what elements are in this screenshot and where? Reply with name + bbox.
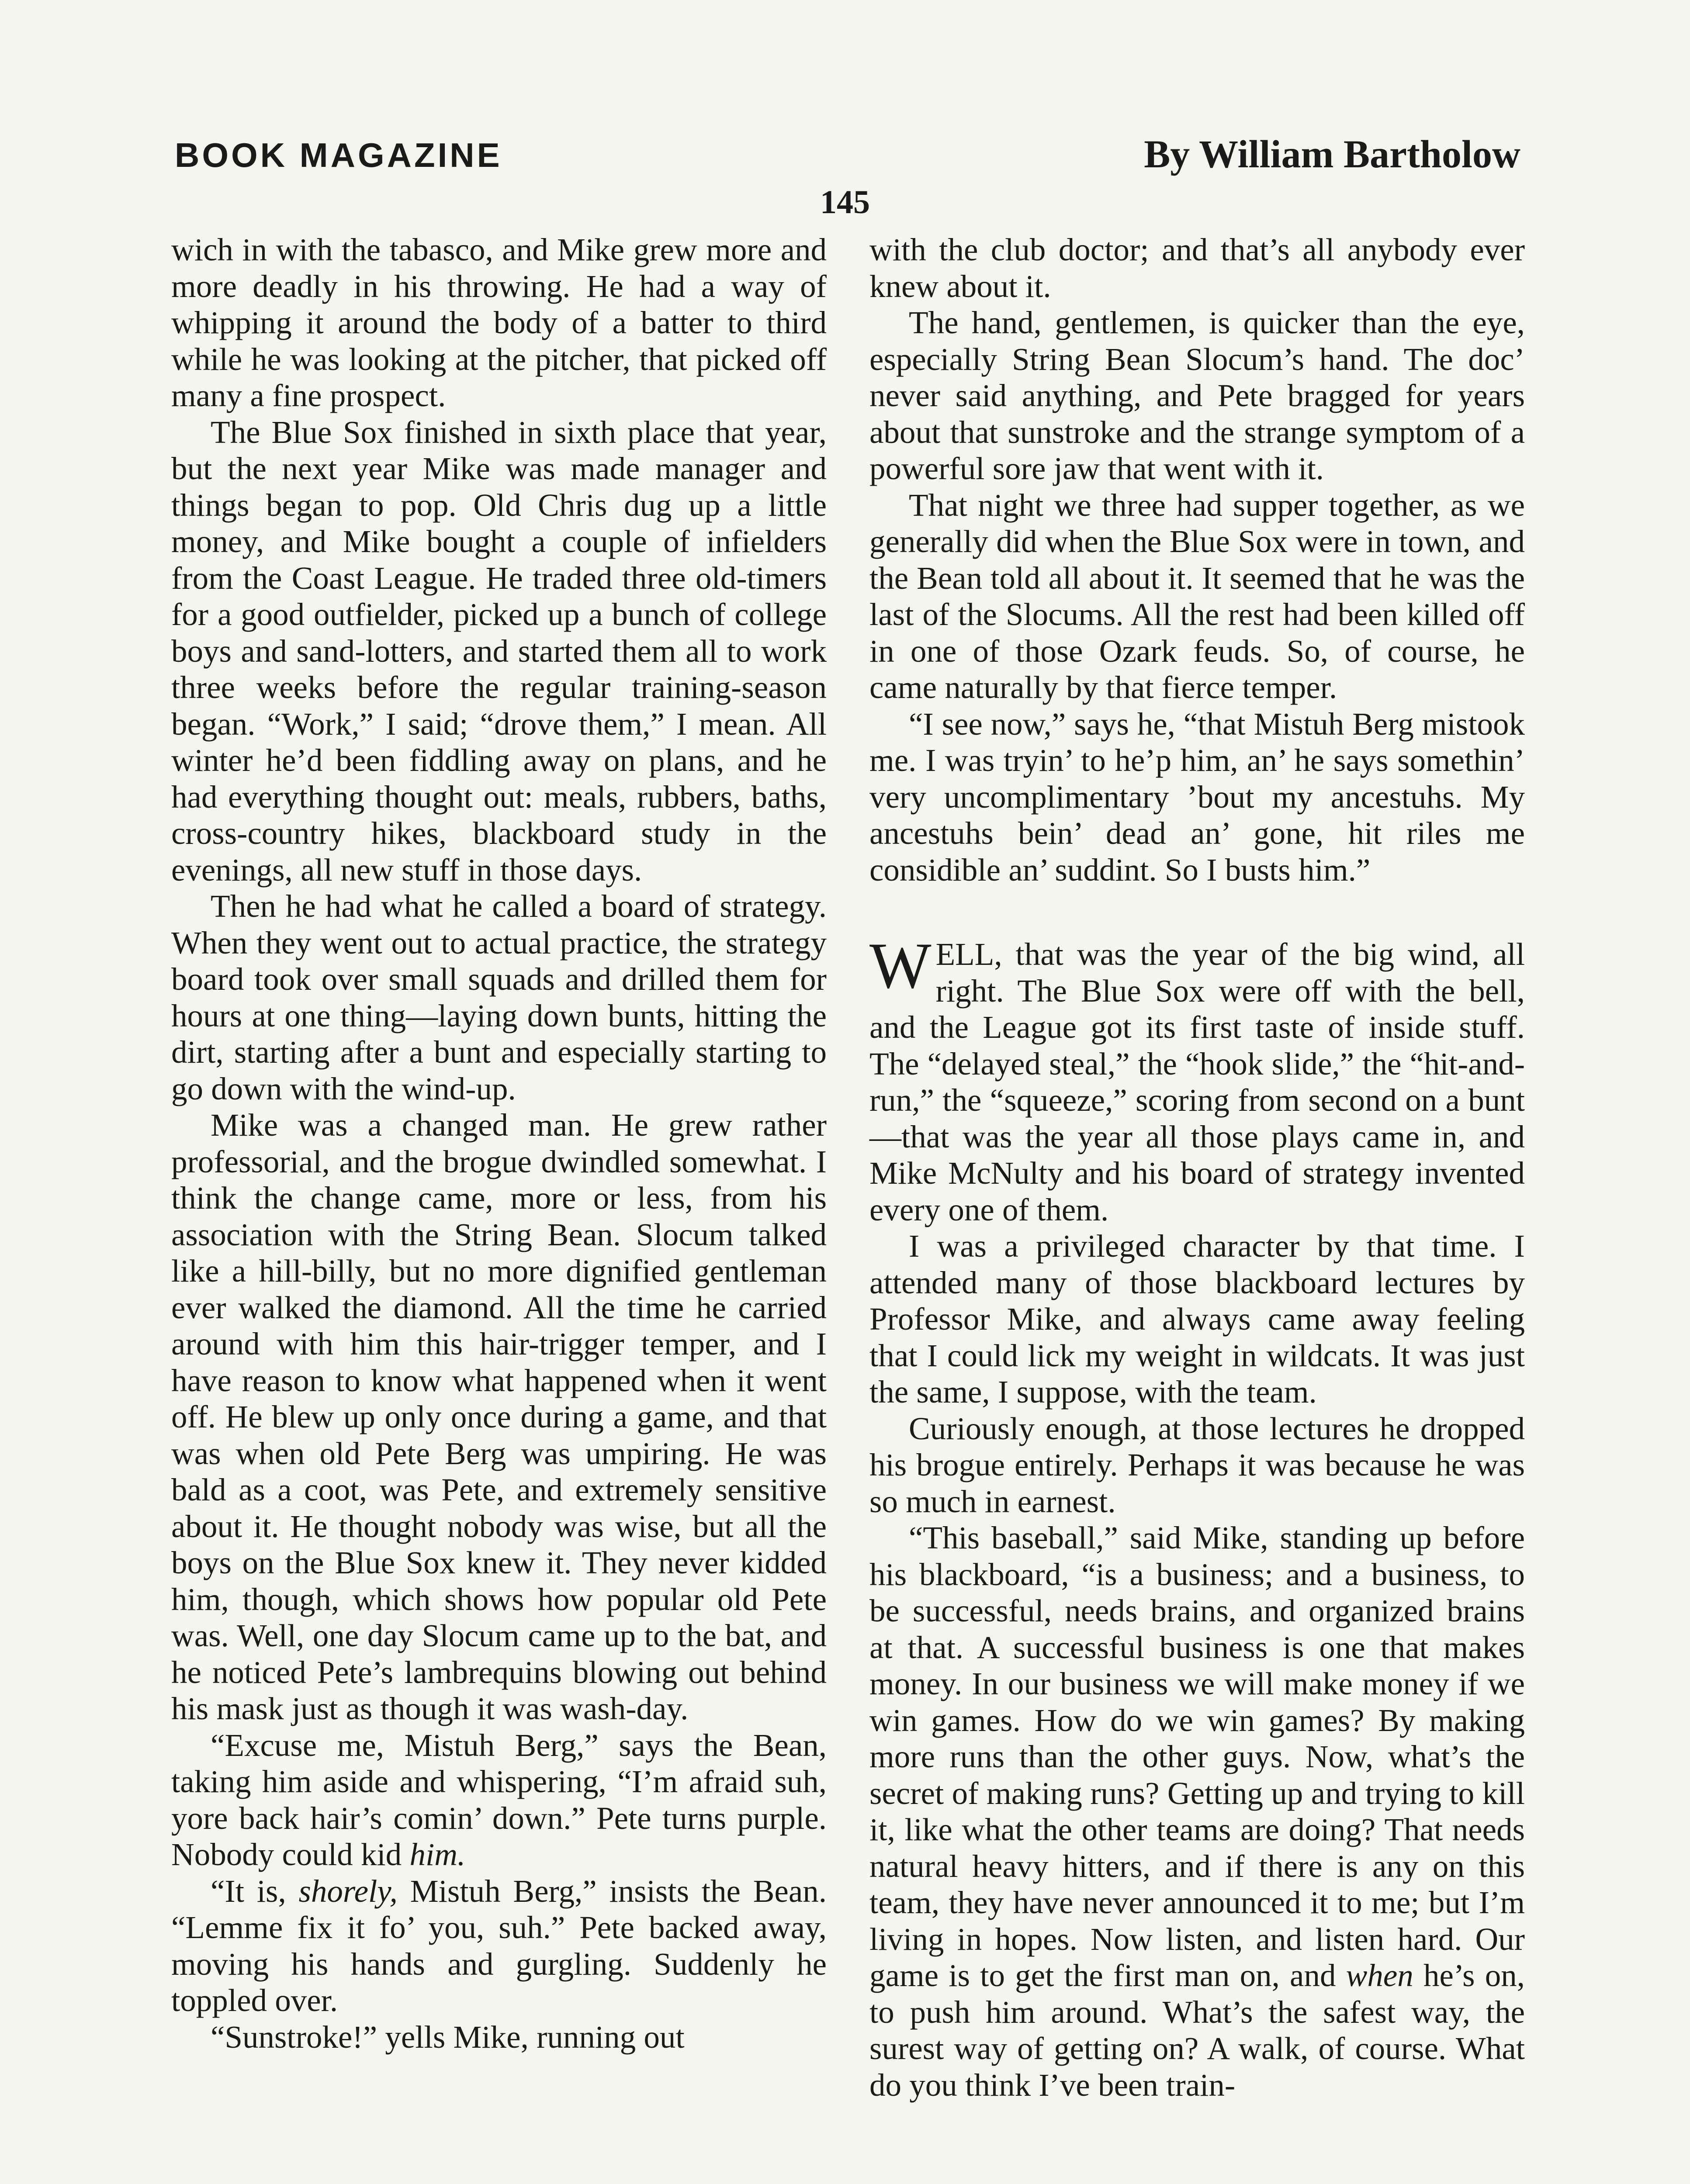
paragraph: with the club doctor; and that’s all anybody ever knew about it. [869, 232, 1525, 304]
paragraph: The hand, gentlemen, is quicker than the eye, especially String Bean Slocum’s hand. The doc’ never said anything, and Pete bragged for years about that sunstroke and the strange symptom of a powerful sore jaw that went with it. [869, 305, 1525, 486]
paragraph-text: ELL, that was the year of the big wind, all right. The Blue Sox were off with the bell, and the League got its first taste of inside stuff. The “delayed steal,” the “hook slide,” the “hit-and-run,” the “squeeze,” scoring from second on a bunt—that was the year all those plays came in, and Mike McNulty and his board of strategy invented every one of them. [869, 936, 1525, 1227]
emphasis-text: when [1346, 1958, 1413, 1993]
left-column [171, 232, 827, 2055]
paragraph [869, 930, 1525, 1228]
paragraph-text: “It is, [211, 1873, 299, 1909]
paragraph-text: “This baseball,” said Mike, standing up before his blackboard, “is a business; and a business, to be successful, needs brains, and organized brains at that. A successful business is one that makes money. In our business we will make money if we win games. How do we win games? By making more runs than the other guys. Now, what’s the secret of making runs? Getting up and trying to kill it, like what the other teams are doing? That needs natural heavy hitters, and if there is any on this team, they have never announced it to me; but I’m living in hopes. Now listen, and listen hard. Our game is to get the first man on, and [869, 1520, 1525, 1993]
paragraph-text: Mistuh Berg,” insists the Bean. “Lemme fix it fo’ you, suh.” Pete backed away, moving his hands and gurgling. Suddenly he toppled over. [171, 1873, 827, 2018]
paragraph: The Blue Sox finished in sixth place that year, but the next year Mike was made manager and things began to pop. Old Chris dug up a little money, and Mike bought a couple of infielders from the Coast League. He traded three old-timers for a good outfielder, picked up a bunch of college boys and sand-lotters, and started them all to work three weeks before the regular training-season began. “Work,” I said; “drove them,” I mean. All winter he’d been fiddling away on plans, and he had everything thought out: meals, rubbers, baths, cross-country hikes, blackboard study in the evenings, all new stuff in those days. [171, 414, 827, 888]
paragraph [869, 1520, 1525, 2103]
paragraph: I was a privileged character by that time. I attended many of those blackboard lectures by Professor Mike, and always came away feeling that I could lick my weight in wildcats. It was just the same, I suppose, with the team. [869, 1228, 1525, 1410]
magazine-title: BOOK MAGAZINE [175, 136, 502, 174]
page-number: 145 [820, 184, 870, 221]
paragraph: Curiously enough, at those lectures he dropped his brogue entirely. Perhaps it was because he was so much in earnest. [869, 1410, 1525, 1519]
author-byline: By William Bartholow [1144, 133, 1520, 176]
drop-cap: W [869, 930, 932, 1002]
paragraph: “I see now,” says he, “that Mistuh Berg mistook me. I was tryin’ to he’p him, an’ he says somethin’ very uncomplimentary ’bout my ancestuhs. My ancestuhs bein’ dead an’ gone, hit riles me considible an’ suddint. So I busts him.” [869, 706, 1525, 888]
paragraph: “Sunstroke!” yells Mike, running out [211, 2019, 685, 2055]
paragraph-text: “Excuse me, Mistuh Berg,” says the Bean, taking him aside and whispering, “I’m afraid suh, yore back hair’s comin’ down.” Pete turns purple. Nobody could kid [171, 1727, 827, 1872]
paragraph [171, 1873, 827, 2019]
paragraph: That night we three had supper together, as we generally did when the Blue Sox were in town, and the Bean told all about it. It seemed that he was the last of the Slocums. All the rest had been killed off in one of those Ozark feuds. So, of course, he came naturally by that fierce temper. [869, 487, 1525, 705]
paragraph: Then he had what he called a board of strategy. When they went out to actual practice, the strategy board took over small squads and drilled them for hours at one thing—laying down bunts, hitting the dirt, starting after a bunt and especially starting to go down with the wind-up. [171, 888, 827, 1106]
emphasis-text: shorely, [298, 1873, 398, 1909]
emphasis-text: him. [409, 1837, 466, 1872]
paragraph-text: he’s on, to push him around. What’s the safest way, the surest way of getting on? A walk, of course. What do you think I’ve been train- [869, 1958, 1525, 2103]
right-column [869, 232, 1525, 2103]
paragraph: Mike was a changed man. He grew rather professorial, and the brogue dwindled somewhat. I think the change came, more or less, from his association with the String Bean. Slocum talked like a hill-billy, but no more dignified gentleman ever walked the diamond. All the time he carried around with him this hair-trigger temper, and I have reason to know what happened when it went off. He blew up only once during a game, and that was when old Pete Berg was umpiring. He was bald as a coot, was Pete, and extremely sensitive about it. He thought nobody was wise, but all the boys on the Blue Sox knew it. They never kidded him, though, which shows how popular old Pete was. Well, one day Slocum came up to the bat, and he noticed Pete’s lambrequins blowing out behind his mask just as though it was wash-day. [171, 1107, 827, 1726]
paragraph: wich in with the tabasco, and Mike grew more and more deadly in his throwing. He had a way of whipping it around the body of a batter to third while he was looking at the pitcher, that picked off many a fine prospect. [171, 232, 827, 413]
paragraph [171, 1727, 827, 1873]
